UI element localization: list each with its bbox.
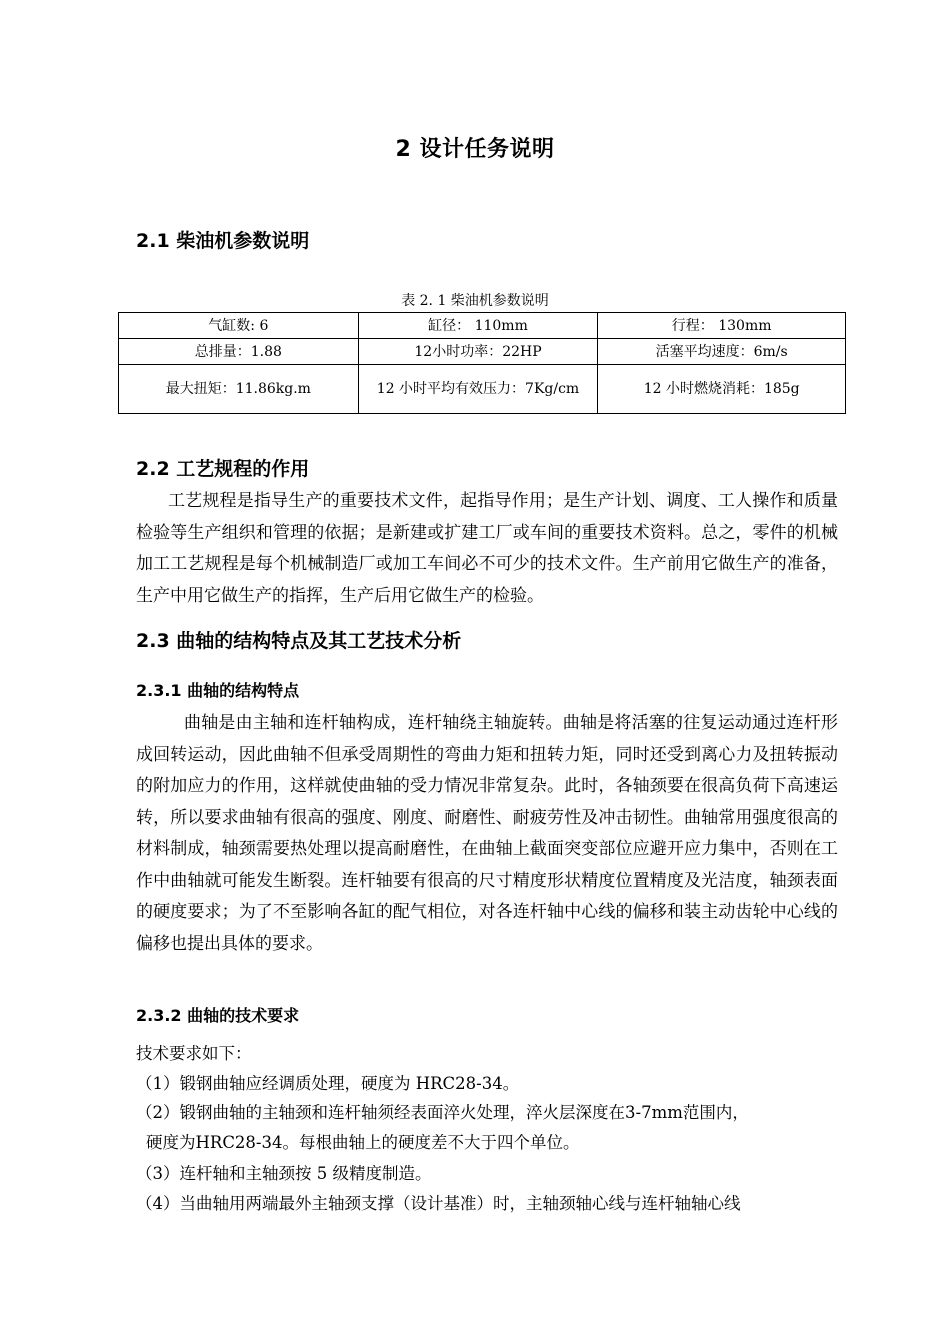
section-2-2-heading: 2.2 工艺规程的作用 [136,458,310,480]
table-cell: 缸径： 110mm [358,313,598,339]
requirement-item: （2）锻钢曲轴的主轴颈和连杆轴须经表面淬火处理，淬火层深度在3-7mm范围内， [136,1103,749,1122]
table-cell: 行程： 130mm [598,313,846,339]
table-cell: 气缸数: 6 [119,313,359,339]
table-cell: 12小时功率：22HP [358,339,598,365]
section-2-3-heading: 2.3 曲轴的结构特点及其工艺技术分析 [136,630,462,652]
requirement-item: （1）锻钢曲轴应经调质处理，硬度为 HRC28-34。 [136,1074,520,1093]
requirements-intro: 技术要求如下： [136,1044,252,1063]
section-2-1-heading: 2.1 柴油机参数说明 [136,230,310,252]
table-row [119,313,846,339]
requirement-item: （4）当曲轴用两端最外主轴颈支撑（设计基准）时，主轴颈轴心线与连杆轴轴心线 [136,1194,741,1213]
table-cell: 活塞平均速度：6m/s [598,339,846,365]
table-cell: 12 小时燃烧消耗：185g [598,365,846,414]
section-2-3-1-paragraph: 曲轴是由主轴和连杆轴构成，连杆轴绕主轴旋转。曲轴是将活塞的往复运动通过连杆形成回转运动，因此曲轴不但承受周期性的弯曲力矩和扭转力矩，同时还受到离心力及扭转振动的附加应力的作用，这样就使曲轴的受力情况非常复杂。此时，各轴颈要在很高负荷下高速运转，所以要求曲轴有很高的强度、刚度、耐磨性、耐疲劳性及冲击韧性。曲轴常用强度很高的材料制成，轴颈需要热处理以提高耐磨性，在曲轴上截面突变部位应避开应力集中，否则在工作中曲轴就可能发生断裂。连杆轴要有很高的尺寸精度形状精度位置精度及光洁度，轴颈表面的硬度要求；为了不至影响各缸的配气相位，对各连杆轴中心线的偏移和装主动齿轮中心线的偏移也提出具体的要求。 [136,713,838,954]
chapter-title: 2 设计任务说明 [395,137,555,162]
table-row [119,365,846,414]
table-cell: 总排量：1.88 [119,339,359,365]
requirement-item-continuation: 硬度为HRC28-34。每根曲轴上的硬度差不大于四个单位。 [146,1133,580,1152]
section-2-3-2-heading: 2.3.2 曲轴的技术要求 [136,1006,300,1025]
table-cell: 最大扭矩：11.86kg.m [119,365,359,414]
section-2-2-paragraph: 工艺规程是指导生产的重要技术文件，起指导作用；是生产计划、调度、工人操作和质量检验等生产组织和管理的依据；是新建或扩建工厂或车间的重要技术资料。总之，零件的机械加工工艺规程是每个机械制造厂或加工车间必不可少的技术文件。生产前用它做生产的准备，生产中用它做生产的指挥，生产后用它做生产的检验。 [136,491,838,606]
table-cell: 12 小时平均有效压力：7Kg/cm [358,365,598,414]
table-caption: 表 2. 1 柴油机参数说明 [401,293,549,309]
parameter-table [118,312,846,414]
requirement-item: （3）连杆轴和主轴颈按 5 级精度制造。 [136,1164,432,1183]
table-row [119,339,846,365]
section-2-3-1-heading: 2.3.1 曲轴的结构特点 [136,681,300,700]
